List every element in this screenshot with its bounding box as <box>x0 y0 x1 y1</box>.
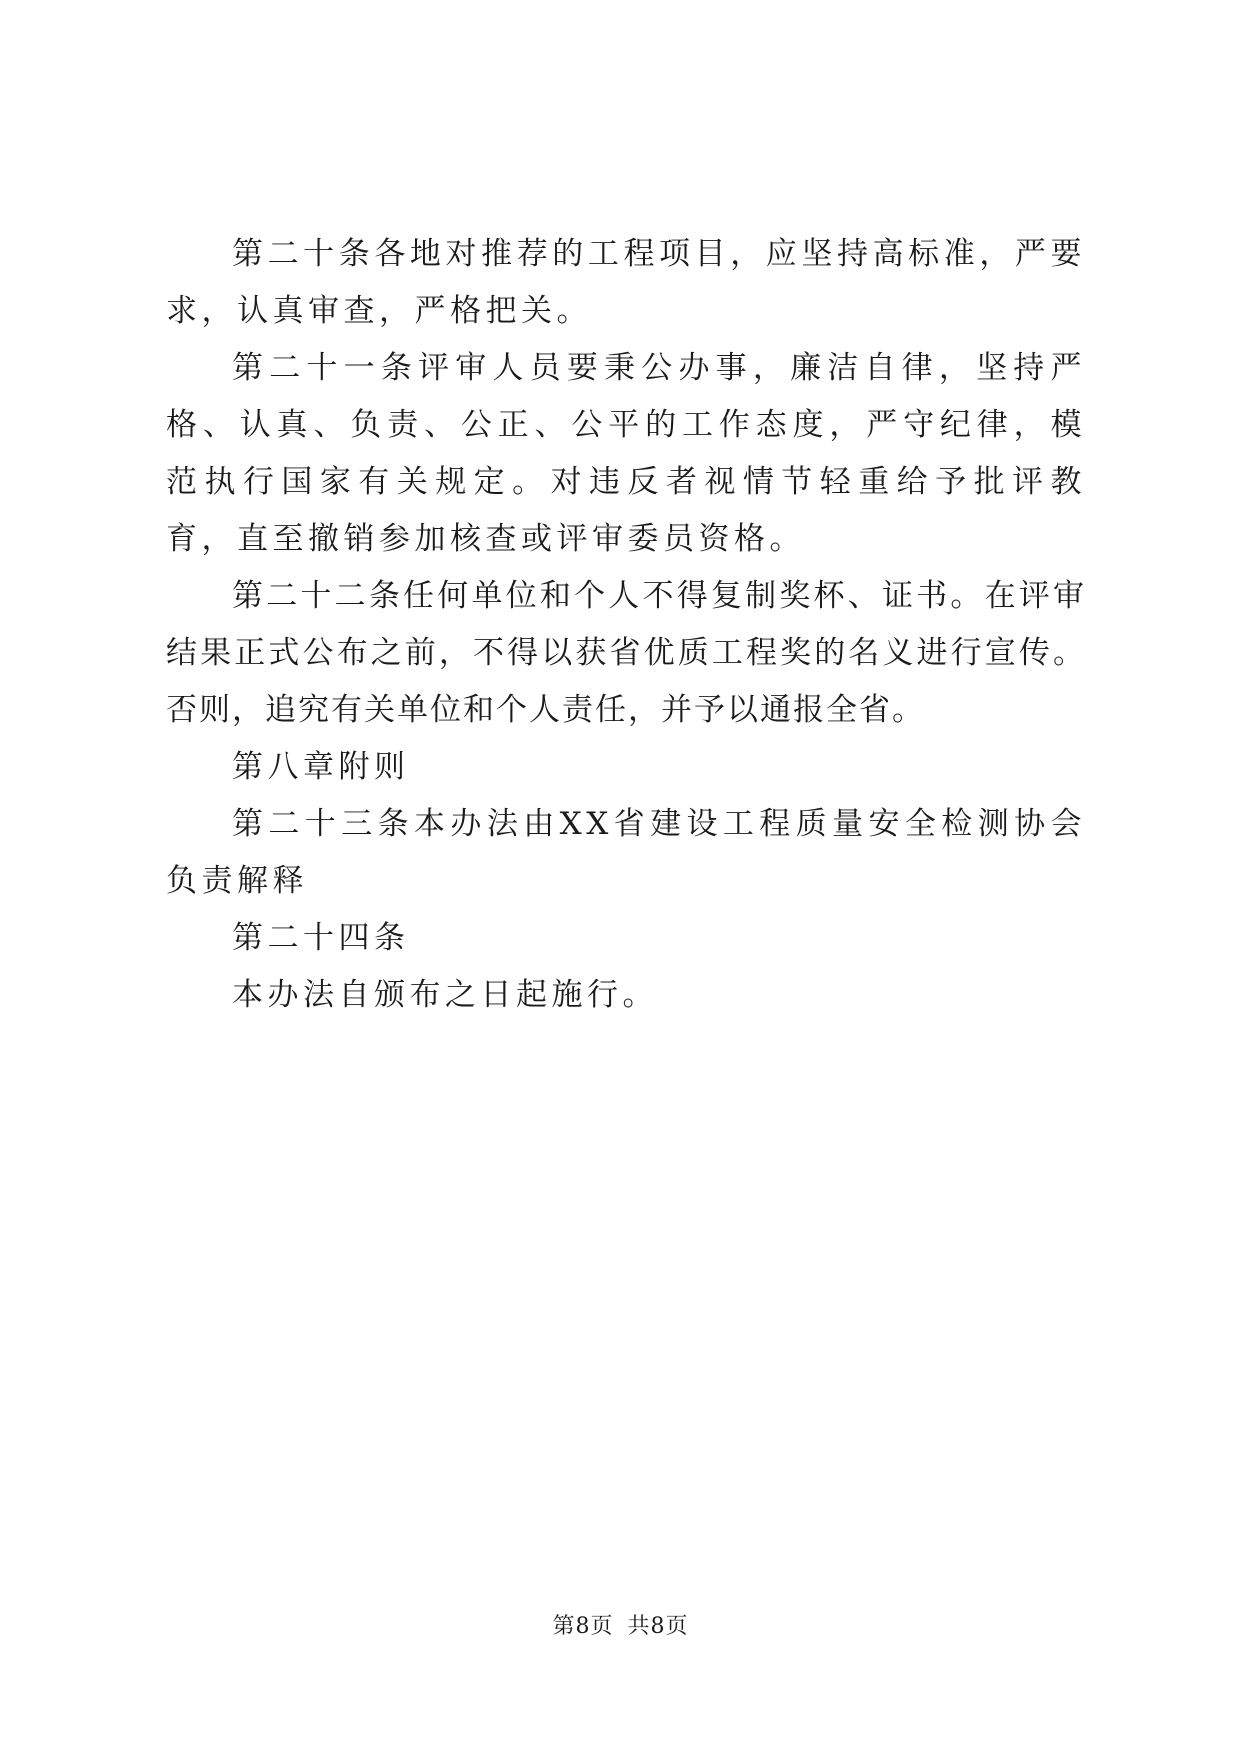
effective-date-paragraph: 本办法自颁布之日起施行。 <box>232 977 658 1013</box>
document-body <box>166 226 1086 1024</box>
page-total: 共8页 <box>627 1614 689 1639</box>
page-number: 第8页 <box>552 1614 614 1639</box>
page-footer <box>0 1612 1241 1642</box>
article-23-paragraph: 第二十三条本办法由XX省建设工程质量安全检测协会负责解释 <box>166 806 1086 899</box>
article-21-paragraph: 第二十一条评审人员要秉公办事，廉洁自律，坚持严格、认真、负责、公正、公平的工作态度，严守纪律，模范执行国家有关规定。对违反者视情节轻重给予批评教育，直至撤销参加核查或评审委员资格。 <box>166 350 1086 557</box>
chapter-8-heading: 第八章附则 <box>232 749 410 785</box>
article-22-paragraph: 第二十二条任何单位和个人不得复制奖杯、证书。在评审结果正式公布之前，不得以获省优质工程奖的名义进行宣传。否则，追究有关单位和个人责任，并予以通报全省。 <box>166 578 1086 728</box>
article-24-heading: 第二十四条 <box>232 920 410 956</box>
article-20-paragraph: 第二十条各地对推荐的工程项目，应坚持高标准，严要求，认真审查，严格把关。 <box>166 236 1086 329</box>
